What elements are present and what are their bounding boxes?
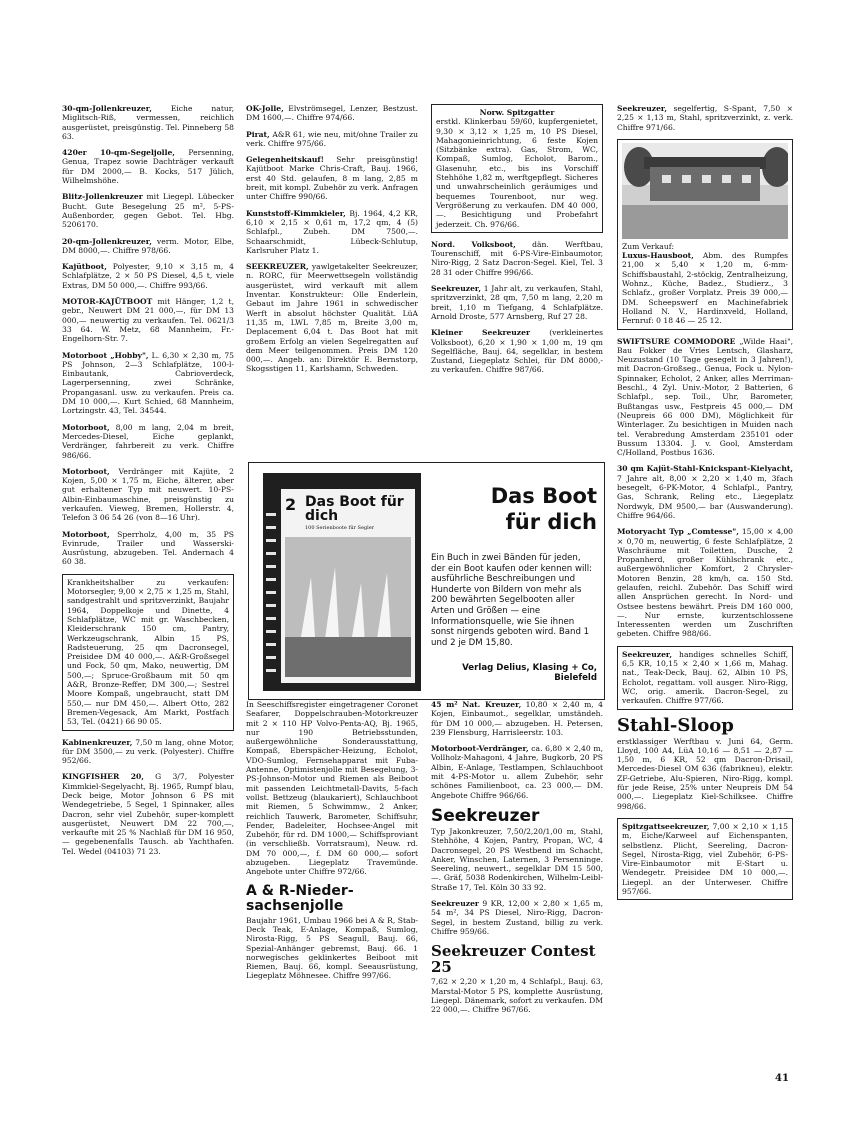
classified-ad bbox=[62, 738, 234, 766]
ad-publisher: Verlag Delius, Klasing + Co, Bielefeld bbox=[462, 663, 597, 683]
ad-text: handiges schnelles Schiff, 6,5 KR, 10,15 × 2,40 × 1,66 m, Mahag. nat., Teak-Deck, Bauj. 62, Albin 10 PS, Echolot, regattam. voll ausger. Niro-Rigg, WC, orig. amerik. Dacron-Segel, zu verkaufen. Chiffre 977/66. bbox=[622, 649, 788, 706]
classified-ad bbox=[246, 209, 418, 255]
classified-ad bbox=[431, 240, 603, 277]
ad-lead: Seekreuzer, bbox=[617, 104, 667, 113]
classified-ad bbox=[617, 337, 793, 458]
cover-number: 2 bbox=[285, 495, 297, 514]
ar-heading: A & R-Nieder-sachsenjolle bbox=[246, 882, 354, 914]
classified-ad bbox=[62, 351, 234, 416]
ad-lead: Motoryacht Typ „Comtesse", bbox=[617, 527, 739, 537]
ad-text: mit Liegepl. Lübecker Bucht. Gute Besegelung 25 m², 5-PS-Außenborder, gegen Gebot. Tel. Hbg. 5206170. bbox=[62, 192, 234, 230]
ad-lead: OK-Jolle, bbox=[246, 104, 284, 113]
ad-text: 8,00 m lang, 2,04 m breit, Mercedes-Diesel, Eiche geplankt, Verdränger, fahrbereit zu verk. Chiffre 986/66. bbox=[62, 422, 234, 460]
ad-lead: Motorboot, bbox=[62, 529, 110, 539]
ad-text: 10,80 × 2,40 m, 4 Kojen, Einbaumot., segelklar, umständeh. für DM 10 000,— abzugeben. H. Petersen, 239 Flensburg, Harrisleerstr. 103. bbox=[431, 700, 603, 737]
ad-title-line-1: Das Boot bbox=[490, 484, 597, 508]
ad-lead: Kunststoff-Kimmkieler, bbox=[246, 208, 346, 218]
ad-text: erstkl. Klinkerbau 59/60, kupfergenietet, 9,30 × 3,12 × 1,25 m, 10 PS Diesel, Mahagonieinrichtung, 6 feste Kojen (Sitzbänke extra). Gas, Strom, WC, Kompaß, Sumlog, Echolot, Barom., Glasenuhr, etc., bis ins Vorschiff Stehhöhe 1,82 m, werftgepflegt. Sicheres und unwahrscheinlich geräumiges und bequemes Tourenboot, nur weg. Vergrößerung zu verkaufen. DM 40 000,—. Besichtigung und Probefahrt jederzeit. Ch. 976/66. bbox=[436, 117, 598, 229]
ad-text: 7,50 m lang, ohne Motor, für DM 3500,— zu verk. (Polyester). Chiffre 952/66. bbox=[62, 737, 234, 766]
ad-lead: 420er 10-qm-Segeljolle, bbox=[62, 148, 175, 158]
classified-ad bbox=[617, 646, 793, 710]
ad-text: Persenning, Genua, Trapez sowie Dachträger verkauft für DM 2000,— B. Kocks, 517 Jülich, Wilhelmshöhe. bbox=[62, 148, 234, 186]
ad-text: Bj. 1964, 4,2 KR, 6,10 × 2,15 × 0,61 m, 17,2 qm, 4 (5) Schlafpl., Zubeh. DM 7500,—. Schaarschmidt, Lübeck-Schlutup, Karlsruher Platz 1. bbox=[246, 208, 418, 255]
classified-ad bbox=[246, 130, 418, 149]
ad-lead: Motorboot, bbox=[62, 466, 110, 476]
ad-text: Sperrholz, 4,00 m, 35 PS Evinrude, Trailer und Wasserski-Ausrüstung, abzugeben. Tel. Andernach 4 60 38. bbox=[62, 529, 234, 567]
classified-ad bbox=[62, 148, 234, 185]
spitzgatt-ad bbox=[617, 818, 793, 900]
col4-top-ad bbox=[617, 104, 793, 132]
classified-ad bbox=[62, 772, 234, 856]
classified-ad bbox=[431, 104, 603, 233]
classified-ad bbox=[62, 467, 234, 523]
classified-ad bbox=[246, 700, 418, 877]
ad-title-line-2: für dich bbox=[505, 510, 597, 534]
ad-lead: Luxus-Hausboot, bbox=[622, 251, 694, 261]
contest-text: 7,62 × 2,20 × 1,20 m, 4 Schlafpl., Bauj. 63, Marstal-Motor 5 PS, komplette Ausrüstung, Liegepl. Dänemark, sofort zu verkaufen. DM 22 000,—. Chiffre 967/66. bbox=[431, 977, 603, 1015]
seekreuzer-text: Typ Jakonkreuzer, 7,50/2,20/1,00 m, Stahl, Stehhöhe, 4 Kojen, Pantry, Propan, WC, 4 Dacronsegel, 20 PS Westbend im Schacht, Anker, Winschen, Laternen, 3 Persenninge. Seereling, neuwert., segelklar DM 15 500,—. Gräf, 5038 Rodenkirchen, Wilhelm-Leibl-Straße 17, Tel. Köln 30 33 92. bbox=[431, 826, 603, 892]
ad-text: dän. Werftbau, Tourenschiff, mit 6-PS-Vire-Einbaumotor, Niro-Rigg, 2 Satz Dacron-Segel. Kiel, Tel. 3 28 31 oder Chiffre 996/66. bbox=[431, 239, 603, 277]
ad-text: (verkleinertes Volksboot), 6,20 × 1,90 × 1,00 m, 19 qm Segelfläche, Bauj. 64, segelklar, in bestem Zustand, Liegeplatz Schlei, für DM 8000,- zu verkaufen. Chiffre 987/66. bbox=[431, 328, 603, 375]
ad-text: Sehr preisgünstig! Kajütboot Marke Chris-Craft, Bauj. 1966, erst 40 Std. gelaufen, 8 m lang, 2,85 m breit, mit kompl. Zubehör zu verk. Anfragen unter Chiffre 990/66. bbox=[246, 155, 418, 202]
page-number: 41 bbox=[775, 1073, 789, 1084]
column-1 bbox=[62, 104, 234, 863]
ad-title: Norw. Spitzgatter bbox=[479, 108, 555, 117]
ad-lead: SEEKREUZER, bbox=[246, 262, 309, 272]
cover-subtitle: 100 Serienboote für Segler bbox=[305, 525, 375, 531]
ad-text: mit Hänger, 1,2 t, gebr., Neuwert DM 21 000,—, für DM 13 000,— neuwertig zu verkaufen. Tel. 0621/3 33 64. W. Metz, 68 Mannheim, Fr.-Engelhorn-Str. 7. bbox=[62, 297, 234, 344]
ad-lead: Kabinenkreuzer, bbox=[62, 737, 133, 747]
ad-lead: 20-qm-Jollenkreuzer, bbox=[62, 236, 152, 246]
ad-text: 15,00 × 4,00 × 0,70 m, neuwertig, 6 feste Schlafplätze, 2 Waschräume mit Toiletten, Dusche, 2 Propanherd, großer Kühlschrank etc., außergewöhnlicher Komfort, 2 Chrysler-Motoren Benzin, 28 km/h, ca. 150 Std. gelaufen, reichl. Zubehör. Das Schiff wird allen Ansprüchen gerecht. In Nord- und Ostsee bestens bewährt. Preis DM 160 000,—. Nur ernste, kurzentschlossene Interessenten werden um Zuschriften gebeten. Chiffre 988/66. bbox=[617, 527, 793, 639]
seekreuzer-heading: Seekreuzer bbox=[431, 805, 540, 826]
classified-ad bbox=[431, 700, 603, 737]
ad-lead: 30 qm Kajüt-Stahl-Knickspant-Kielyacht, bbox=[617, 464, 793, 474]
seekreuzer2-ad bbox=[431, 899, 603, 936]
ad-text: A&R 61, wie neu, mit/ohne Trailer zu verk. Chiffre 975/66. bbox=[246, 129, 418, 148]
classified-ad bbox=[62, 423, 234, 460]
stahl-text: erstklassiger Werftbau v. Juni 64, Germ. Lloyd, 100 A4, LüA 10,16 — 8,51 — 2,87 — 1,50 m, 6 KR, 52 qm Dacron-Drisail, Mercedes-Diesel OM 636 (fabrikneu), elektr. ZF-Getriebe, Alu-Spieren, Niro-Rigg, kompl. für jede Reise, 25% unter Neupreis DM 54 000,—. Liegeplatz Kiel-Schilksee. Chiffre 998/66. bbox=[617, 736, 793, 811]
classified-ad bbox=[246, 104, 418, 123]
classified-ad bbox=[62, 297, 234, 343]
book-advertisement bbox=[248, 462, 605, 700]
ad-lead: Seekreuzer, bbox=[431, 284, 481, 294]
ad-lead: Gelegenheitskauf! bbox=[246, 155, 325, 165]
classified-ad bbox=[62, 237, 234, 256]
houseboat-ad bbox=[617, 139, 793, 330]
ad-lead: SWIFTSURE COMMODORE bbox=[617, 336, 736, 346]
ad-text: ca. 6,80 × 2,40 m, Vollholz-Mahagoni, 4 Jahre, Bugkorb, 20 PS Albin, E-Anlage, Testlampen, Schlauchboot mit 4-PS-Motor u. allem Zubehör, sehr schönes Familienboot, ca. 23 000,— DM. Angebote Chiffre 966/66. bbox=[431, 744, 603, 800]
ad-text: 7 Jahre alt, 8,00 × 2,20 × 1,40 m, 3fach besegelt, 6-PK-Motor, 4 Schlafpl., Pantry, Gas, Schrank, Reling etc., Liegeplatz Nordwyk, DM 9500,— bar (Auswanderung). Chiffre 964/66. bbox=[617, 473, 793, 520]
ad-lead: Seekreuzer bbox=[431, 899, 479, 909]
ad-body-text: Ein Buch in zwei Bänden für jeden, der ein Boot kaufen oder kennen will: ausführliche Beschreibungen und Hunderte von Bildern von mehr als 200 bewährten Segelbooten aller Arten und Größen — eine Informationsquelle, wie Sie ihnen sonst nirgends geboten wird. Band 1 und 2 je DM 15,80. bbox=[431, 553, 593, 648]
classified-ad bbox=[246, 155, 418, 201]
classified-ad bbox=[62, 530, 234, 567]
classified-ad bbox=[617, 527, 793, 639]
ad-lead: Blitz-Jollenkreuzer bbox=[62, 192, 143, 202]
classified-ad bbox=[431, 284, 603, 321]
ad-lead: 30-qm-Jollenkreuzer, bbox=[62, 104, 152, 113]
ad-lead: Seekreuzer, bbox=[622, 649, 672, 659]
ad-text: Eiche natur, Miglitsch-Riß, vermessen, reichlich ausgerüstet, preisgünstig. Tel. Pinneberg 58 63. bbox=[62, 104, 234, 141]
column-3 bbox=[431, 104, 603, 382]
cover-title: Das Boot für dich bbox=[305, 494, 404, 524]
ad-text: verm. Motor, Elbe, DM 8000,—. Chiffre 978/66. bbox=[62, 236, 234, 255]
column-2-lower bbox=[246, 700, 418, 988]
sailboats-photo bbox=[285, 537, 411, 677]
ad-text: Verdränger mit Kajüte, 2 Kojen, 5,00 × 1,75 m, Eiche, älterer, aber gut erhaltener Typ mit neuwert. 10-PS-Albin-Einbaumaschine, preisgünstig zu verkaufen. Vieweg, Bremen, Hollerstr. 4, Telefon 3 06 54 26 (von 8—16 Uhr). bbox=[62, 466, 234, 523]
ad-lead: Kleiner Seekreuzer bbox=[431, 328, 530, 338]
cover-stripes bbox=[266, 503, 276, 673]
houseboat-caption: Zum Verkauf: bbox=[622, 241, 675, 251]
ad-text: Polyester, 9,10 × 3,15 m, 4 Schlafplätze, 2 × 50 PS Diesel, 4,5 t, viele Extras, DM 50 000,—. Chiffre 993/66. bbox=[62, 262, 234, 290]
ad-text: 7,00 × 2,10 × 1,15 m, Eiche/Karweel auf Eichenspanten, selbstlenz. Plicht, Seereling, Dacron-Segel, Nirosta-Rigg, viel Zubehör, 6-PS-Vire-Einbaumotor mit E-Start u. Wendegetr. Preisidee DM 10 000,—. Liegepl. an der Unterweser. Chiffre 957/66. bbox=[622, 821, 788, 896]
ad-title bbox=[437, 483, 597, 535]
column-2 bbox=[246, 104, 418, 381]
ad-text: 1 Jahr alt, zu verkaufen, Stahl, spritzverzinkt, 28 qm, 7,50 m lang, 2,20 m breit, 1,10 m Tiefgang, 4 Schlafplätze. Arnold Droste, 577 Arnsberg, Ruf 27 28. bbox=[431, 284, 603, 321]
ad-text: Elvströmsegel, Lenzer, Bestzust. DM 1600,—. Chiffre 974/66. bbox=[246, 104, 418, 123]
ad-text: „Wilde Haai", Bau Fokker de Vries Lentsch, Glasharz, Neuzustand (10 Tage gesegelt in 3 Jahren!), mit Dacron-Großseg., Genua, Fock u. Nylon-Spinnaker, Echolot, 2 Anker, alles Merriman-Beschl., 4 Zyl. Univ.-Motor, 2 Batterien, 6 Schlafpl., sep. Toil., Uhr, Barometer, Bußtangas usw., Festpreis 45 000,— DM (Neupreis 66 000 DM), Möglichkeit für Winterlager. Zu besichtigen in Muiden nach tel. Verabredung Amsterdam 235101 oder Bussum 13304. J. v. Gool, Amsterdam C/Holland, Postbus 1636. bbox=[617, 336, 794, 458]
ad-text: segelfertig, S-Spant, 7,50 × 2,25 × 1,13 m, Stahl, spritzverzinkt, z. verk. Chiffre 971/66. bbox=[617, 104, 793, 132]
ad-lead: Motorboot, bbox=[62, 422, 110, 432]
classified-ad bbox=[62, 574, 234, 731]
classified-ad bbox=[431, 328, 603, 374]
ad-text: G 3/7, Polyester Kimmkiel-Segelyacht, Bj. 1965, Rumpf blau, Deck beige, Motor Johnson 6 PS mit Wendegetriebe, 5 Segel, 1 Spinnaker, alles Dacron, sehr viel Zubehör, super-komplett ausgerüstet, Neuwert DM 22 700,—, verkaufte mit 25 % Nachlaß für DM 16 950,— gegebenenfalls Tausch. ab Yachthafen. Tel. Wedel (04103) 71 23. bbox=[62, 772, 234, 856]
classified-ad bbox=[62, 262, 234, 290]
book-cover-image bbox=[263, 473, 421, 691]
ad-lead: 45 m² Nat. Kreuzer, bbox=[431, 700, 522, 709]
ad-text: In Seeschiffsregister eingetragener Coronet Seafarer, Doppelschrauben-Motorkreuzer mit 2 × 110 HP Volvo-Penta-AQ, Bj. 1965, nur 190 Betriebsstunden, außergewöhnliche Sonderausstattung, Kompaß, Eberspächer-Heizung, Echolot, VDO-Sumlog, Fernsehapparat mit Fuba-Antenne, Optimistenjolle mit Besegelung, 3-PS-Johnson-Motor und Riemen als Beiboot mit passenden Leichtmetall-Davits, 5-fach vollst. Bettzeug (blaukariert), Schlauchboot mit Riemen, 5 Schwimmw., 2 Anker, reichlich Tauwerk, Barometer, Schiffsuhr, Fender, Badeleiter, Hochsee-Angel mit Zubehör, für rd. DM 1000,— Schiffsproviant (in verschließb. Vorratsraum), Neuw. rd. DM 70 000,—, f. DM 60 000,— sofort abzugeben. Liegeplatz Travemünde. Angebote unter Chiffre 972/66. bbox=[246, 700, 418, 877]
ad-lead: MOTOR-KAJÜTBOOT bbox=[62, 297, 153, 307]
ad-lead: KINGFISHER 20, bbox=[62, 772, 144, 782]
classified-ad bbox=[246, 262, 418, 374]
contest-heading: Seekreuzer Contest 25 bbox=[431, 942, 596, 977]
classified-ad bbox=[431, 744, 603, 800]
ad-lead: Nord. Volksboot, bbox=[431, 239, 516, 249]
ad-text: 9 KR, 12,00 × 2,80 × 1,65 m, 54 m², 34 PS Diesel, Niro-Rigg, Dacron-Segel, in bestem Zustand, billig zu verk. Chiffre 959/66. bbox=[431, 899, 603, 936]
ad-text: L. 6,30 × 2,30 m, 75 PS Johnson, 2—3 Schlafplätze, 100-l-Einbautank, Cabrioverdeck, Lagerpersenning, zwei Schränke, Propangasanl. usw. zu verkaufen. Preis ca. DM 10 000,—. Kurt Schied, 68 Mannheim, Lortzingstr. 43, Tel. 34544. bbox=[62, 350, 235, 416]
ad-lead: Kajütboot, bbox=[62, 262, 107, 272]
classified-ad bbox=[62, 104, 234, 141]
ad-lead: Motorboot-Verdränger, bbox=[431, 744, 529, 754]
classified-ad bbox=[62, 192, 234, 229]
ad-lead: Spitzgattseekreuzer, bbox=[622, 821, 710, 831]
column-3-lower bbox=[431, 700, 603, 1021]
ad-lead: Motorboot „Hobby", bbox=[62, 350, 149, 360]
ar-text: Baujahr 1961, Umbau 1966 bei A & R, Stab-Deck Teak, E-Anlage, Kompaß, Sumlog, Nirosta-Rigg, 5 PS Seagull, Bauj. 66, Spezial-Anhänger gebremst, Bauj. 66. 1 norwegisches geklinkertes Beiboot mit Riemen, Bauj. 66, kompl. Seeausrüstung, Liegeplatz Möhnesee. Chiffre 997/66. bbox=[246, 915, 418, 981]
stahl-heading: Stahl-Sloop bbox=[617, 714, 734, 736]
ad-lead: Pirat, bbox=[246, 129, 270, 139]
ad-text: Krankheitshalber zu verkaufen: Motorsegler, 9,00 × 2,75 × 1,25 m, Stahl, sandgestrahlt und spritzverzinkt, Baujahr 1964, Doppelkoje und Dinette, 4 Schlafplätze, WC mit gr. Waschbecken, Kleiderschrank 150 cm, Pantry, Werkzeugschrank, Albin 15 PS, Radsteuerung, 25 qm Dacronsegel, Preisidee DM 40 000,—. A&R-Großsegel und Fock, 50 qm, Mako, neuwertig, DM 500,—; Spruce-Großbaum mit 50 qm A&R, Bronze-Reffer, DM 300,—; Sestrel Moore Kompaß, ungebraucht, statt DM 550,— nur DM 450,—. Albert Otto, 282 Bremen-Vegesack, Am Markt, Postfach 53, Tel. (0421) 66 90 05. bbox=[67, 577, 229, 727]
ad-text: yawlgetakelter Seekreuzer, n. RORC, für Meerwettsegeln vollständig ausgerüstet, wird verkauft mit allem Inventar. Konstrukteur: Olle Enderlein, Gebaut im Jahre 1961 in schwedischer Werft in absolut höchster Qualität. LüA 11,35 m, LWL 7,85 m, Breite 3,00 m, Deplacement 6,04 t. Das Boot hat mit großem Erfolg an vielen Segelregatten auf dem Meer teilgenommen. Preis DM 120 000,—. Angeb. an: Direktör E. Bernstorp, Skogsstigen 11, Karlshamn, Schweden. bbox=[246, 262, 418, 374]
column-4 bbox=[617, 104, 793, 907]
ad-text: Abm. des Rumpfes 21,00 × 5,40 × 1,20 m, 6-mm-Schiffsbaustahl, 2-stöckig, Zentralheizung, Wohnz., Küche, Badez., Studierz., 3 Schlafz., großer Vorplatz. Preis 39 000,— DM. Scheepswerf en Machinefabriek Holland N. V., Hardinxveld, Holland, Fernruf: 0 18 46 — 25 12. bbox=[622, 251, 788, 326]
classified-ad bbox=[617, 464, 793, 520]
houseboat-photo bbox=[622, 143, 788, 239]
